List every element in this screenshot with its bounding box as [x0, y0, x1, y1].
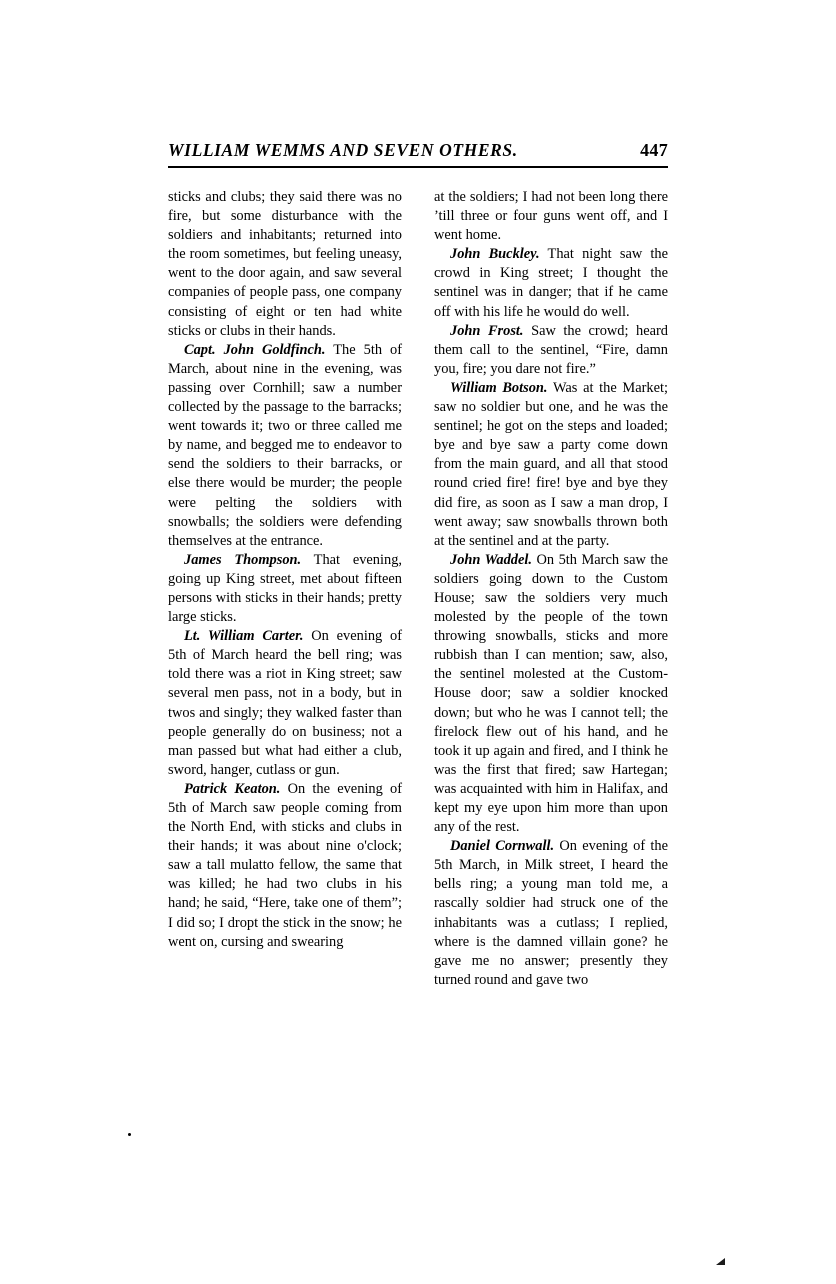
paragraph-text: Saw the crowd; heard them call to the sentinel, “Fire, damn you, fire; you dare not fire.” [434, 322, 668, 377]
paragraph-text: The 5th of March, about nine in the evening, was passing over Cornhill; saw a number collected by the passage to the barracks; went towards it; two or three called me by name, and begged me to endeavor to send the soldiers to their barracks, or else there would be murder; the people were pelting the soldiers with snowballs; the soldiers were defending themselves at the entrance. [168, 341, 402, 549]
page-number: 447 [640, 140, 668, 160]
column-left [168, 188, 402, 990]
header-divider [168, 166, 668, 168]
paragraph [168, 627, 402, 780]
speaker-name: James Thompson. [184, 551, 302, 568]
page-artifact-dot [128, 1133, 131, 1136]
paragraph [434, 245, 668, 321]
paragraph-text: at the soldiers; I had not been long there ’till three or four guns went off, and I went home. [434, 189, 668, 244]
speaker-name: William Botson. [450, 379, 548, 396]
speaker-name: Patrick Keaton. [184, 780, 281, 797]
paragraph-text: That night saw the crowd in King street; I thought the sentinel was in danger; that if he came off with his life he would do well. [434, 246, 669, 320]
paragraph [168, 780, 402, 952]
body-columns [168, 188, 668, 990]
speaker-name: Daniel Cornwall. [450, 838, 555, 855]
paragraph [168, 188, 402, 341]
speaker-name: John Frost. [450, 322, 524, 339]
speaker-name: Lt. William Carter. [184, 628, 304, 645]
paragraph-text: That evening, going up King street, met about fifteen persons with sticks in their hands; pretty large sticks. [168, 551, 402, 626]
paragraph [434, 551, 668, 837]
speaker-name: John Buckley. [450, 246, 540, 263]
column-right [434, 188, 668, 990]
paragraph-text: Was at the Market; saw no soldier but one, and he was the sentinel; he got on the steps and loaded; bye and bye saw a party come down from the main guard, and all that stood round cried fire! fire! bye and bye they did fire, as soon as I saw a man drop, I went away; saw snowballs thrown both at the sentinel and at the party. [434, 379, 668, 549]
speaker-name: John Waddel. [450, 551, 532, 568]
running-title: WILLIAM WEMMS AND SEVEN OTHERS. [168, 140, 518, 160]
paragraph-text: On evening of the 5th March, in Milk street, I heard the bells ring; a young man told me, a rascally soldier had struck one of the inhabitants was a cutlass; I replied, where is the damned villain gone? he gave me no answer; presently they turned round and gave two [434, 838, 669, 988]
page-artifact-corner [716, 1258, 725, 1265]
paragraph-text: sticks and clubs; they said there was no fire, but some disturbance with the soldiers and inhabitants; returned into the room sometimes, but feeling uneasy, went to the door again, and saw several companies of people pass, one company consisting of eight or ten had white sticks or clubs in their hands. [168, 189, 402, 339]
paragraph [434, 188, 668, 245]
paragraph [434, 379, 668, 551]
paragraph [434, 322, 668, 379]
speaker-name: Capt. John Goldfinch. [184, 341, 326, 358]
paragraph-text: On 5th March saw the soldiers going down to the Custom House; saw the soldiers very much molested by the people of the town throwing snowballs, sticks and more rubbish than I can mention; saw, also, the sentinel molested at the Custom-House door; saw a soldier knocked down; but who he was I cannot tell; the firelock flew out of his hand, and he took it up again and fired, and I think he was the first that fired; saw Hartegan; was acquainted with him in Halifax, and kept my eye upon him more than upon any of the rest. [434, 551, 669, 836]
paragraph [168, 341, 402, 551]
paragraph-text: On evening of 5th of March heard the bell ring; was told there was a riot in King street; saw several men pass, not in a body, but in twos and singly; they walked faster than people generally do on business; not a man passed but what had either a club, sword, hanger, cutlass or gun. [168, 628, 402, 778]
paragraph [168, 551, 402, 627]
paragraph-text: On the evening of 5th of March saw people coming from the North End, with sticks and clubs in their hands; it was about nine o'clock; saw a tall mulatto fellow, the same that was killed; he had two clubs in his hand; he said, “Here, take one of them”; I did so; I dropt the stick in the snow; he went on, cursing and swearing [168, 780, 402, 950]
paragraph [434, 837, 668, 990]
page-header [168, 140, 668, 161]
